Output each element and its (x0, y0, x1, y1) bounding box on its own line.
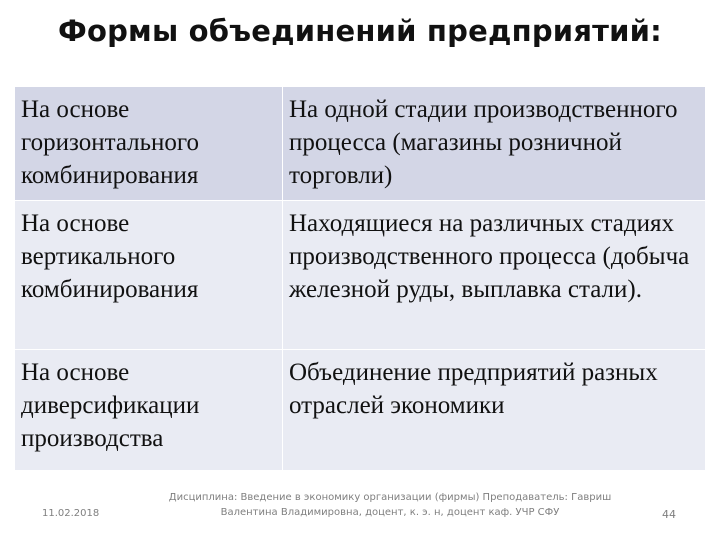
table-cell-right: На одной стадии производственного процесса (магазины розничной торговли) (283, 87, 706, 201)
footer-text: Дисциплина: Введение в экономику организации (фирмы) Преподаватель: Гавриш Валентина Владимировна, доцент, к. э. н, доцент каф. УЧР СФУ (168, 492, 612, 518)
table-row (15, 350, 706, 471)
table-cell-left: На основе вертикального комбинирования (15, 201, 283, 350)
forms-table (14, 86, 706, 471)
table-cell-right: Объединение предприятий разных отраслей экономики (283, 350, 706, 471)
table-cell-right: Находящиеся на различных стадиях производственного процесса (добыча железной руды, выплавка стали). (283, 201, 706, 350)
table-cell-left: На основе диверсификации производства (15, 350, 283, 471)
page-number: 44 (662, 508, 676, 521)
footer-date: 11.02.2018 (42, 508, 100, 519)
table-row (15, 201, 706, 350)
slide-title: Формы объединений предприятий: (58, 14, 662, 48)
table-cell-left: На основе горизонтального комбинирования (15, 87, 283, 201)
table-row (15, 87, 706, 201)
